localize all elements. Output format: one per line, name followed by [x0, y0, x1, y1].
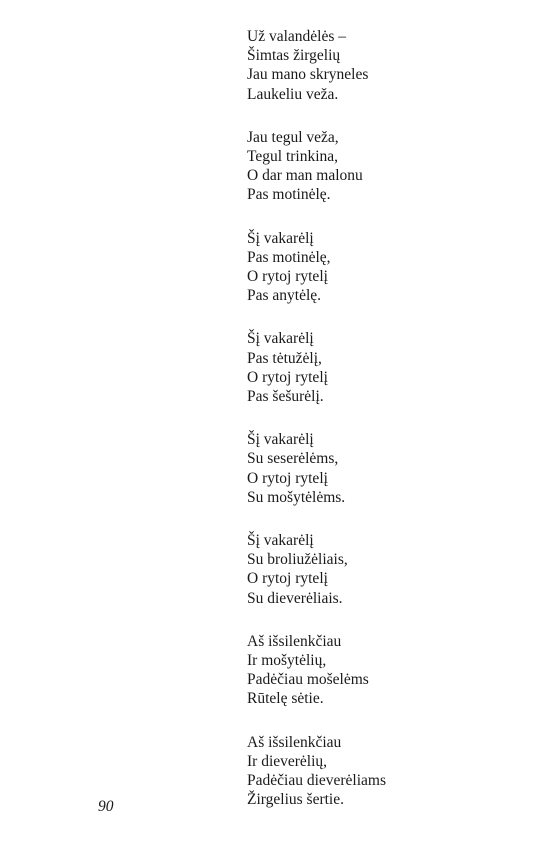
- poem-line: Tegul trinkina,: [247, 148, 339, 166]
- poem-line: Šimtas žirgelių: [247, 47, 341, 65]
- poem-line: Žirgelius šertie.: [247, 791, 344, 809]
- poem-line: Jau mano skryneles: [247, 66, 369, 84]
- poem-line: O rytoj rytelį: [247, 268, 328, 286]
- poem-line: O rytoj rytelį: [247, 469, 328, 487]
- stanza-5: [247, 430, 537, 507]
- poem-line: Su seserėlėms,: [247, 450, 339, 468]
- poem-line: Šį vakarėlį: [247, 330, 314, 348]
- poem-line: Padėčiau dieverėliams: [247, 772, 387, 790]
- poem-line: Pas anytėlę.: [247, 287, 322, 305]
- poem-line: Pas motinėlę,: [247, 248, 331, 266]
- poem-line: Pas tėtužėlį,: [247, 349, 322, 367]
- poem-line: Ir mošytėlių,: [247, 652, 327, 670]
- poem: [247, 27, 537, 834]
- stanza-1: [247, 27, 537, 104]
- poem-line: Pas motinėlę.: [247, 186, 331, 204]
- poem-line: Pas šešurėlį.: [247, 388, 324, 406]
- stanza-7: [247, 632, 537, 709]
- stanza-8: [247, 733, 537, 810]
- poem-line: Aš išsilenkčiau: [247, 733, 342, 751]
- poem-line: Su broliužėliais,: [247, 551, 348, 569]
- poem-line: Aš išsilenkčiau: [247, 632, 342, 650]
- stanza-6: [247, 531, 537, 608]
- poem-line: Padėčiau mošelėms: [247, 671, 369, 689]
- poem-line: Šį vakarėlį: [247, 229, 314, 247]
- stanza-4: [247, 329, 537, 406]
- poem-line: Laukeliu veža.: [247, 85, 339, 103]
- poem-line: Jau tegul veža,: [247, 128, 339, 146]
- poem-line: Ir dieverėlių,: [247, 752, 328, 770]
- poem-line: O rytoj rytelį: [247, 570, 328, 588]
- poem-line: O rytoj rytelį: [247, 368, 328, 386]
- stanza-2: [247, 128, 537, 205]
- poem-line: Su dieverėliais.: [247, 589, 343, 607]
- poem-line: Šį vakarėlį: [247, 532, 314, 550]
- poem-line: O dar man malonu: [247, 167, 363, 185]
- stanza-3: [247, 229, 537, 306]
- page-number: 90: [98, 798, 114, 815]
- poem-line: Už valandėlės –: [247, 28, 346, 45]
- poem-line: Su mošytėlėms.: [247, 488, 346, 506]
- poem-line: Šį vakarėlį: [247, 431, 314, 449]
- poem-line: Rūtelę sėtie.: [247, 690, 324, 708]
